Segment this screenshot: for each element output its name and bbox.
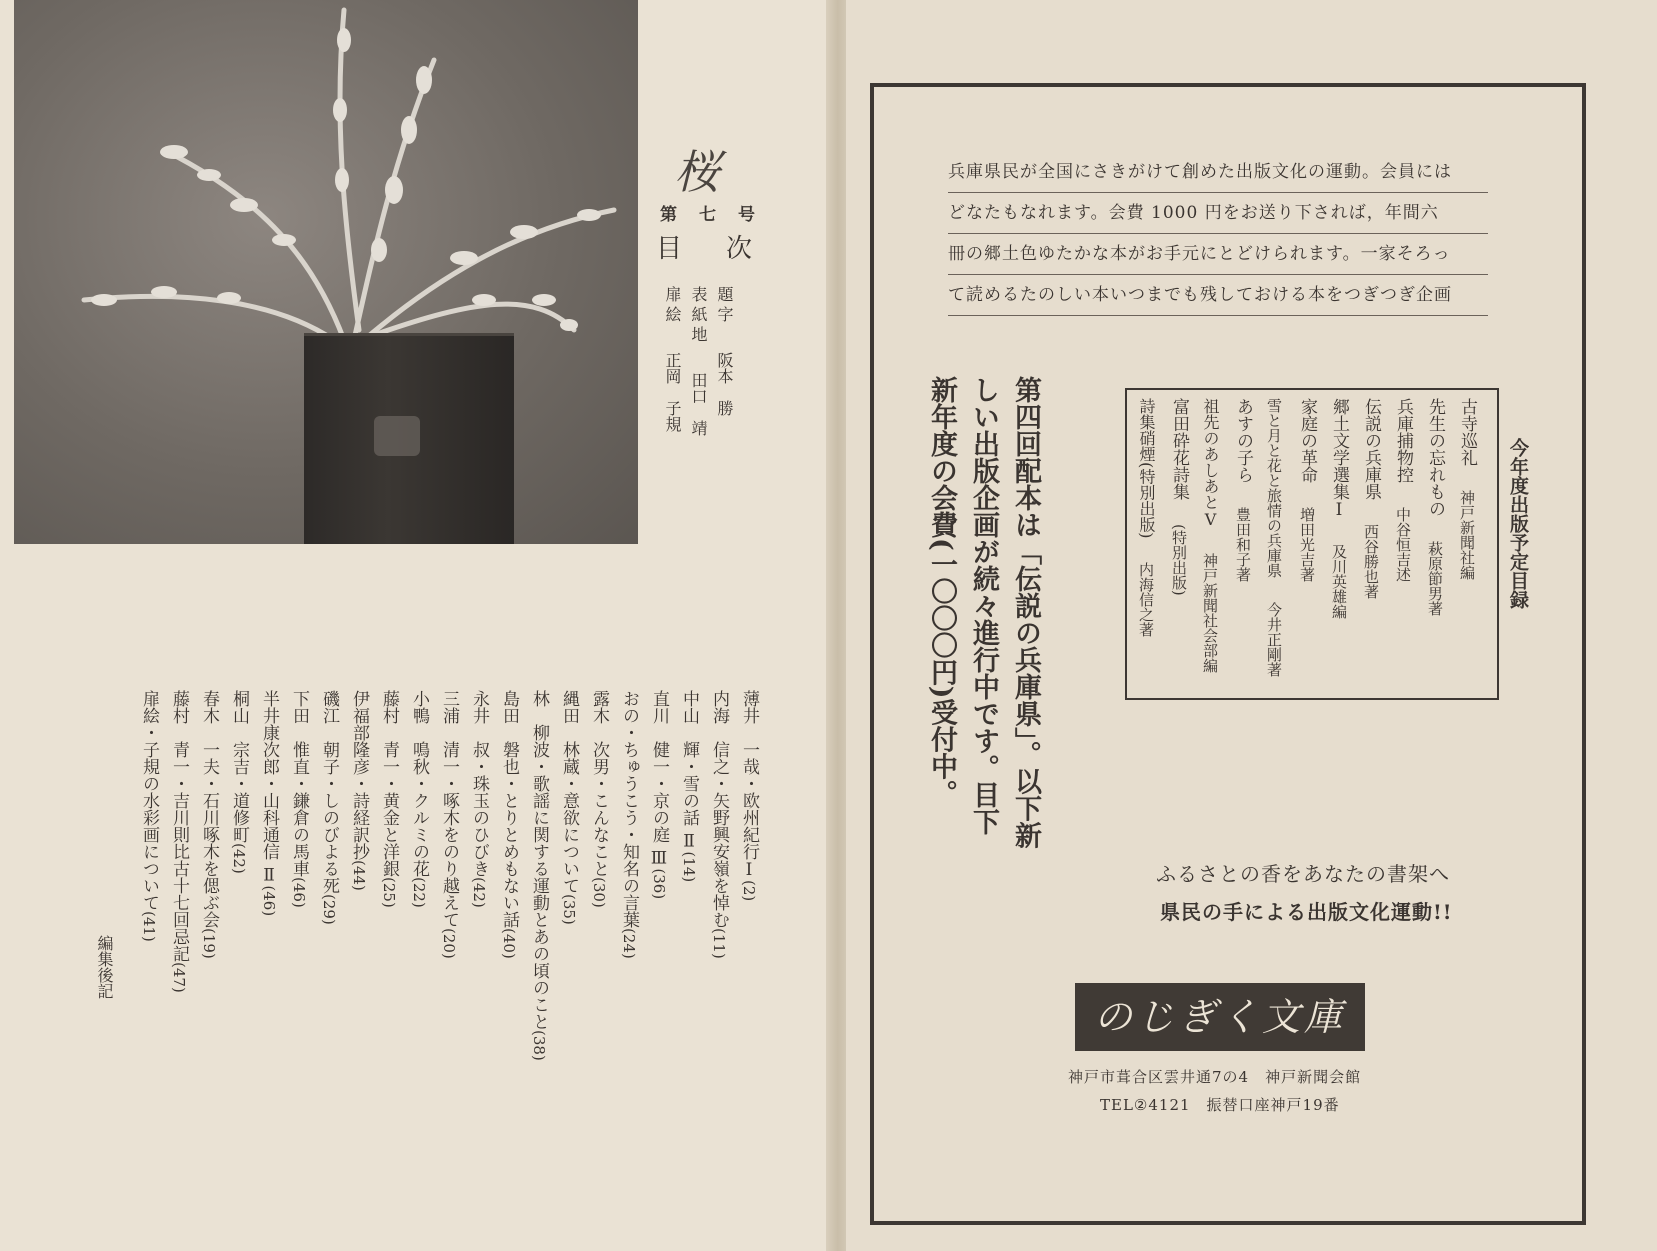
toc-entry: 桐山 宗吉・道修町(42) [229,690,249,874]
toc-entry: 磯江 朝子・しのびよる死(29) [319,690,339,925]
slogan-line: 県民の手による出版文化運動!! [1160,900,1453,924]
slogan-line: ふるさとの香をあなたの書架へ [1156,862,1450,886]
catalog-title: 今年度出版予定目録 [1507,438,1529,609]
intro-line: て読めるたのしい本いつまでも残しておける本をつぎつぎ企画 [948,275,1488,316]
flower-arrangement-photo [14,0,638,544]
toc-entry: 中山 輝・雪の話 Ⅱ(14) [679,690,699,883]
catalog-item: 郷土文学選集Ⅰ及川英雄編 [1329,398,1349,619]
toc-entry: おの・ちゅうこう・知名の言葉(24) [619,690,639,959]
toc-entry: 下田 惟直・鎌倉の馬車(46) [289,690,309,908]
announcement-line: しい出版企画が続々進行中です。目下 [968,376,999,835]
catalog-item: 詩集硝煙(特別出版)内海信之著 [1137,398,1156,638]
toc-entry: 永井 叔・珠玉のひびき(42) [469,690,489,908]
announcement-line: 第四回配本は「伝説の兵庫県」。以下新 [1010,376,1041,849]
intro-line: 兵庫県民が全国にさきがけて創めた出版文化の運動。会員には [948,152,1488,193]
credit-cover: 表紙地田口 靖 [689,286,708,436]
catalog-item: 富田砕花詩集(特別出版) [1169,398,1189,596]
toc-entry: 藤村 青一・黄金と洋銀(25) [379,690,399,908]
intro-text [948,152,1488,316]
vase-decoration [374,416,420,456]
publisher-logo: のじぎく文庫 [1075,983,1365,1051]
credit-frontispiece: 扉絵正岡 子規 [663,286,682,432]
toc-entry: 半井康次郎・山科通信 Ⅱ(46) [259,690,279,917]
catalog-item: 家庭の革命増田光吉著 [1297,398,1317,582]
publisher-phone: TEL②4121 振替口座神戸19番 [1100,1096,1340,1114]
catalog-item: 古寺巡礼神戸新聞社編 [1457,398,1477,580]
magazine-title: 桜 [674,145,720,199]
publisher-address: 神戸市葺合区雲井通7の4 神戸新聞会館 [1068,1068,1362,1086]
toc-entry: 小鴨 鳴秋・クルミの花(22) [409,690,429,908]
toc-entry: 春木 一夫・石川啄木を偲ぶ会(19) [199,690,219,959]
catalog-item: 先生の忘れもの萩原節男著 [1425,398,1445,616]
announcement-line: 新年度の会費(一〇〇〇円)受付中。 [926,376,957,807]
toc-entry: 伊福部隆彦・詩経訳抄(44) [349,690,369,891]
toc-entry: 内海 信之・矢野興安嶺を悼む(11) [709,690,729,959]
catalog-item: 祖先のあしあとⅤ神戸新聞社会部編 [1201,398,1220,673]
toc-heading: 目次 [656,234,797,264]
toc-entry: 島田 磐也・とりとめもない話(40) [499,690,519,959]
toc-entry: 直川 健一・京の庭 Ⅲ(36) [649,690,669,900]
catalog-item: 伝説の兵庫県西谷勝也著 [1361,398,1381,599]
intro-line: 冊の郷土色ゆたかな本がお手元にとどけられます。一家そろっ [948,234,1488,275]
toc-entry: 扉絵・子規の水彩画について(41) [139,690,159,942]
toc-entry: 三浦 清一・啄木をのり越えて(20) [439,690,459,959]
catalog-item: あすの子ら豊田和子著 [1233,398,1253,582]
vase [304,333,514,544]
catalog-item: 兵庫捕物控中谷恒吉述 [1393,398,1413,582]
credit-title-calligraphy: 題字阪本 勝 [715,286,734,416]
toc-entry: 縄田 林蔵・意欲について(35) [559,690,579,925]
intro-line: どなたもなれます。会費 1000 円をお送り下されば，年間六 [948,193,1488,234]
toc-entry: 林 柳波・歌謡に関する運動とあの頃のこと(38) [529,690,549,1061]
toc-entry: 薄井 一哉・欧州紀行Ⅰ(2) [739,690,759,902]
toc-entry: 露木 次男・こんなこと(30) [589,690,609,908]
issue-number: 第七号 [660,205,777,225]
afterword: 編集後記 [95,935,114,999]
toc-entry: 藤村 青一・吉川則比古十七回忌記(47) [169,690,189,993]
catalog-item: 雪と月と花と旅情の兵庫県今井正剛著 [1265,398,1283,677]
